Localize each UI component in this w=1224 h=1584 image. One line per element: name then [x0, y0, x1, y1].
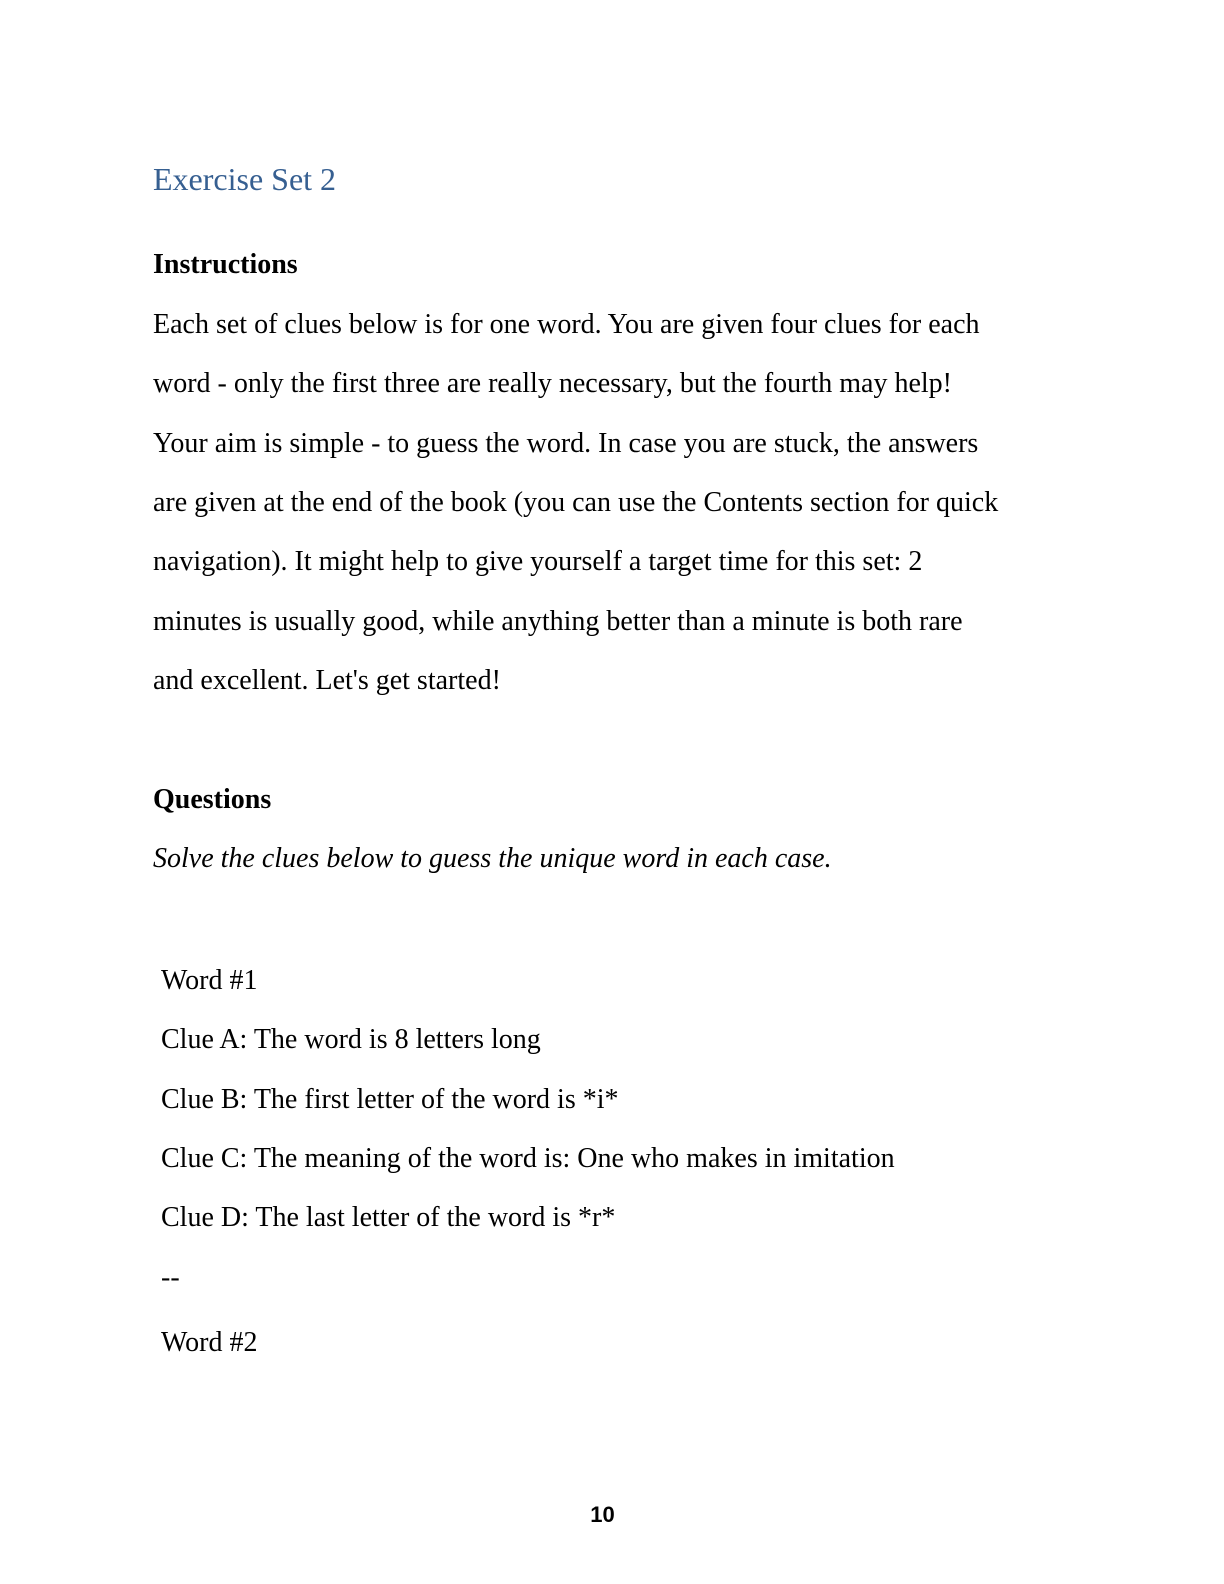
- word-label: Word #1: [161, 965, 258, 996]
- page-title: Exercise Set 2: [153, 161, 337, 197]
- instructions-heading: Instructions: [153, 249, 298, 280]
- clue-a: Clue A: The word is 8 letters long: [161, 1024, 541, 1055]
- clue-b: Clue B: The first letter of the word is *i*: [161, 1084, 619, 1115]
- questions-subtitle: Solve the clues below to guess the unique word in each case.: [153, 843, 832, 874]
- paragraph-line: and excellent. Let's get started!: [153, 665, 501, 696]
- questions-heading: Questions: [153, 784, 272, 815]
- word-label: Word #2: [161, 1327, 258, 1358]
- clue-d: Clue D: The last letter of the word is *r*: [161, 1202, 616, 1233]
- paragraph-line: minutes is usually good, while anything better than a minute is both rare: [153, 606, 963, 637]
- paragraph-line: Each set of clues below is for one word. You are given four clues for each: [153, 309, 980, 340]
- paragraph-line: Your aim is simple - to guess the word. In case you are stuck, the answers: [153, 428, 979, 459]
- paragraph-line: are given at the end of the book (you can use the Contents section for quick: [153, 487, 999, 518]
- page-number: 10: [590, 1502, 615, 1527]
- clue-c: Clue C: The meaning of the word is: One who makes in imitation: [161, 1143, 895, 1174]
- paragraph-line: navigation). It might help to give yourself a target time for this set: 2: [153, 546, 923, 577]
- separator: --: [161, 1262, 180, 1293]
- paragraph-line: word - only the first three are really necessary, but the fourth may help!: [153, 368, 952, 399]
